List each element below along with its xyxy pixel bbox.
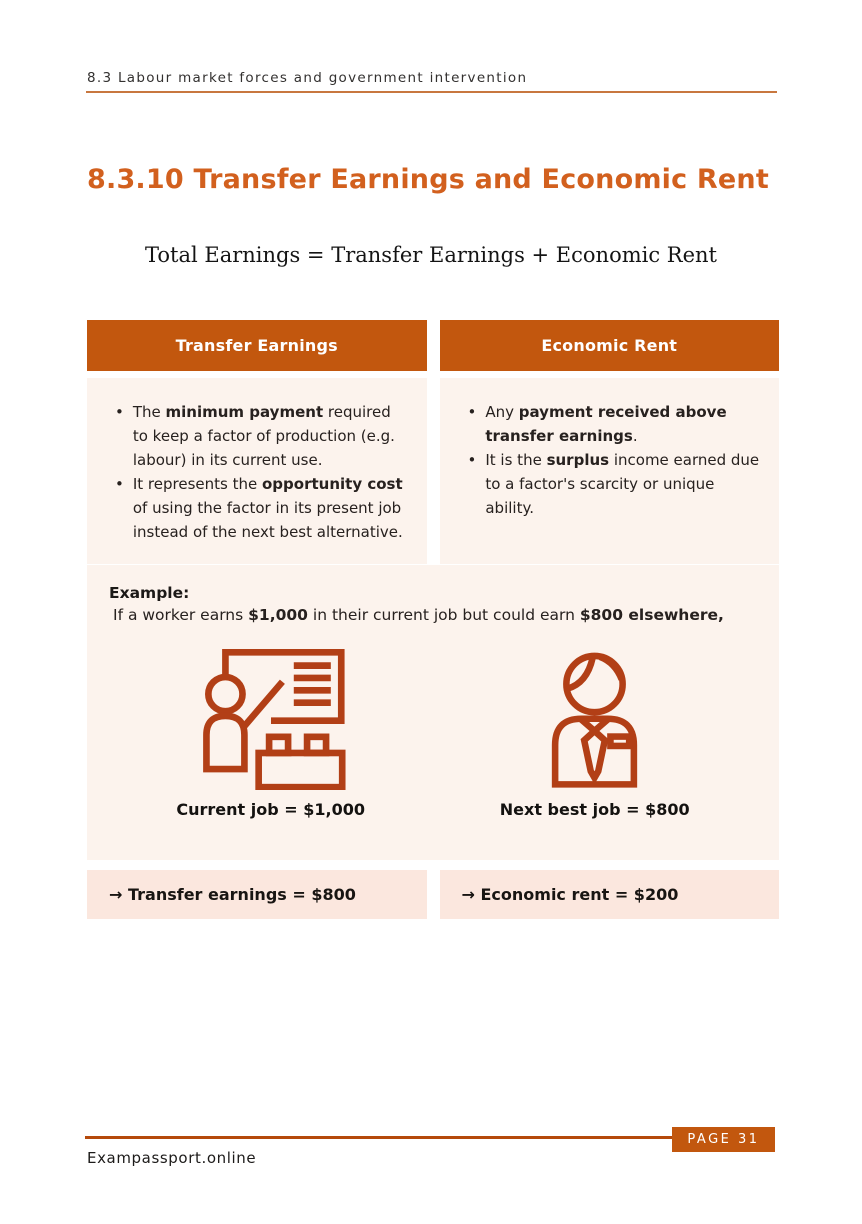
website-name: Exampassport.online [87, 1149, 257, 1167]
example-sentence: If a worker earns $1,000 in their current job but could earn $800 elsewhere, [113, 606, 724, 624]
section-breadcrumb: 8.3 Labour market forces and government intervention [87, 70, 528, 86]
current-job-figure [176, 640, 365, 819]
page-title: 8.3.10 Transfer Earnings and Economic Rent [87, 164, 769, 195]
next-best-job-figure [500, 640, 690, 819]
economic-rent-header: Economic Rent [440, 320, 780, 371]
result-boxes [87, 870, 779, 919]
header-rule [86, 91, 777, 93]
economic-rent-result: → Economic rent = $200 [440, 870, 780, 919]
transfer-earnings-header: Transfer Earnings [87, 320, 427, 371]
current-job-caption: Current job = $1,000 [176, 800, 365, 819]
teacher-presentation-icon [195, 640, 347, 790]
example-panel [87, 565, 779, 860]
office-worker-icon [538, 640, 651, 790]
example-illustrations [109, 640, 757, 819]
bullet-text: • It represents the opportunity cost of using the factor in its present job instead of the next best alternative. [132, 475, 403, 541]
bullet-text: • It is the surplus income earned due to a factor's scarcity or unique ability. [485, 451, 760, 517]
footer-rule [85, 1136, 674, 1139]
list-item [460, 448, 764, 520]
list-item [460, 400, 764, 448]
definition-columns [87, 320, 779, 564]
transfer-earnings-body [87, 378, 427, 564]
list-item [107, 472, 411, 544]
bullet-text: • Any payment received above transfer earnings. [485, 403, 727, 445]
list-item [107, 400, 411, 472]
transfer-earnings-result: → Transfer earnings = $800 [87, 870, 427, 919]
earnings-formula: Total Earnings = Transfer Earnings + Economic Rent [145, 243, 717, 267]
next-best-job-caption: Next best job = $800 [499, 800, 690, 819]
bullet-text: • The minimum payment required to keep a factor of production (e.g. labour) in its current use. [132, 403, 395, 469]
page-number-badge: PAGE 31 [672, 1127, 775, 1152]
economic-rent-body [440, 378, 780, 564]
example-label: Example: [109, 584, 190, 602]
